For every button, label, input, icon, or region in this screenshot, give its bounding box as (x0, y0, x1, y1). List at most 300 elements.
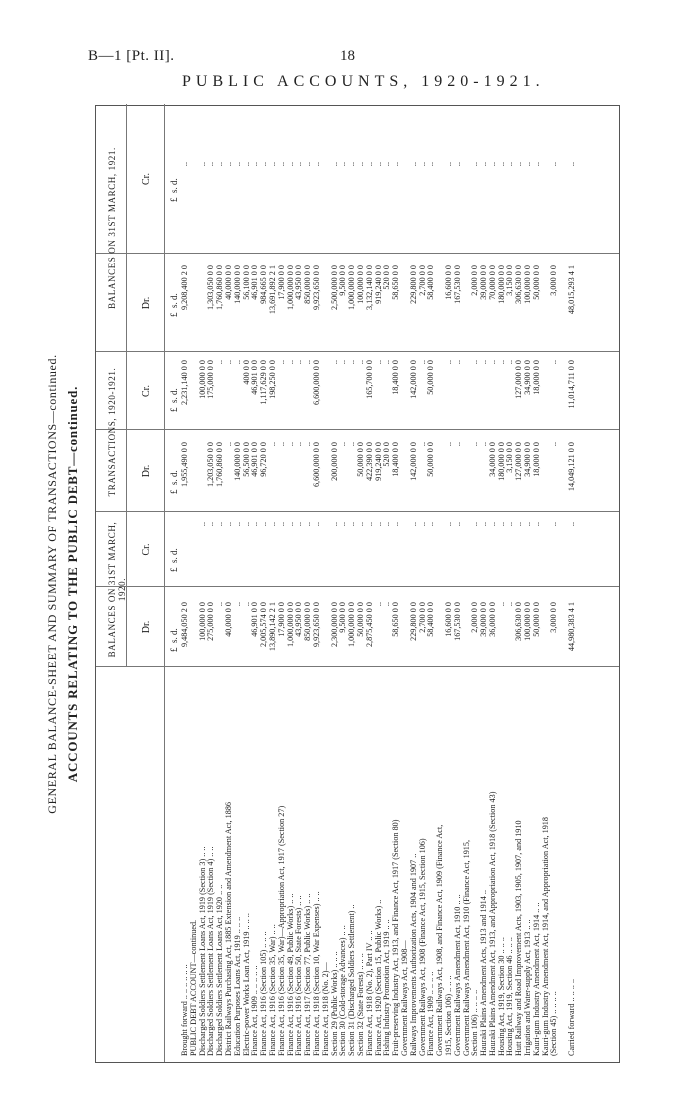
amount-cell: .. (223, 442, 233, 447)
table-row (243, 104, 252, 1062)
row-label: Section 30 (Cold-storage Advances) .. .. (338, 925, 348, 1056)
amount-cell: .. (382, 522, 392, 527)
units-label: £ s. d. (169, 293, 179, 317)
table-row (498, 104, 507, 1062)
amount-cell: .. (338, 360, 348, 365)
amount-cell: .. (549, 442, 559, 447)
amount-cell: 46,901 0 0 (250, 442, 260, 477)
amount-cell: 46,901 0 0 (250, 360, 260, 395)
amount-cell: .. (417, 442, 427, 447)
amount-cell: .. (382, 602, 392, 607)
amount-cell: .. (355, 522, 365, 527)
row-label: Hauraki Plains Amendment Act, 1913, and Appropriation Act, 1918 (Section 43) (487, 791, 497, 1056)
amount-cell: .. (549, 522, 559, 527)
public-debt-table (95, 105, 620, 1063)
row-label: Fishing Industry Promotion Act, 1919 .. .. (382, 919, 392, 1056)
amount-cell: 165,700 0 0 (364, 360, 374, 399)
amount-cell: .. (197, 522, 207, 527)
amount-cell: .. (276, 162, 286, 167)
amount-cell: .. (470, 522, 480, 527)
amount-cell: 3,150 0 0 (505, 442, 515, 473)
table-row (436, 104, 445, 1062)
table-row (357, 104, 366, 1062)
table-row (489, 104, 498, 1062)
amount-cell: 1,760,860 0 0 (215, 265, 225, 311)
row-label: PUBLIC DEBT ACCOUNT—continued. (188, 919, 198, 1056)
amount-cell: 43,950 0 0 (294, 265, 304, 300)
table-row (313, 104, 322, 1062)
row-label: Finance Act, 1918 (No. 2), Part IV .. .. (364, 930, 374, 1056)
amount-cell: .. (496, 162, 506, 167)
amount-cell: 850,000 0 0 (303, 602, 313, 641)
amount-cell: .. (311, 522, 321, 527)
amount-cell: 1,203,050 0 0 (206, 442, 216, 488)
amount-cell: 142,000 0 0 (408, 442, 418, 481)
amount-cell: 50,000 0 0 (355, 602, 365, 637)
amount-cell: .. (215, 602, 225, 607)
amount-cell: 50,000 0 0 (355, 442, 365, 477)
amount-cell: 422,390 0 0 (364, 442, 374, 481)
table-row (515, 104, 524, 1062)
amount-cell: .. (241, 162, 251, 167)
header-rule (164, 104, 165, 1062)
amount-cell: .. (276, 360, 286, 365)
row-label: Housing Act, 1919, Section 46 .. .. .. (505, 937, 515, 1056)
row-label: Finance Act, 1916 (Section 49, Public Works) .. .. (285, 893, 295, 1056)
amount-cell: 9,208,400 2 0 (180, 265, 189, 311)
amount-cell: .. (452, 360, 462, 365)
amount-cell: .. (567, 522, 577, 527)
amount-cell: 6,600,000 0 0 (311, 442, 321, 488)
col-header-cr: Cr. (141, 385, 152, 397)
amount-cell: .. (303, 360, 313, 365)
amount-cell: .. (443, 360, 453, 365)
amount-cell: 2,005,574 0 0 (259, 602, 269, 648)
amount-cell: 229,800 0 0 (408, 602, 418, 641)
row-label: Government Railways Act, 1908, and Finance Act, 1909 (Finance Act, (435, 824, 445, 1056)
amount-cell: .. (382, 360, 392, 365)
amount-cell: 3,150 0 0 (505, 265, 515, 296)
amount-cell: 3,000 0 0 (549, 602, 559, 633)
row-label: Section 29 (Public Works) .. .. .. (329, 951, 339, 1056)
row-label: Discharged Soldiers Settlement Loans Act, 1919 (Section 4) .. .. (206, 846, 216, 1056)
amount-cell: 180,000 0 0 (496, 442, 506, 481)
table-row (260, 104, 269, 1062)
amount-cell: .. (391, 522, 401, 527)
row-label: Housing Act, 1919, Section 30 .. .. .. (496, 937, 506, 1056)
amount-cell: .. (443, 162, 453, 167)
amount-cell: .. (514, 162, 524, 167)
amount-cell: .. (232, 360, 242, 365)
amount-cell: .. (197, 162, 207, 167)
amount-cell: 1,117,629 0 0 (259, 360, 269, 405)
amount-cell: 18,000 0 0 (531, 442, 541, 477)
table-row (331, 104, 340, 1062)
amount-cell: 18,000 0 0 (531, 360, 541, 395)
col-header-dr: Dr. (141, 296, 152, 310)
col-header-dr: Dr. (141, 464, 152, 478)
table-caption: GENERAL BALANCE-SHEET AND SUMMARY OF TRANSACTIONS—continued. (45, 354, 59, 814)
amount-cell: .. (285, 442, 295, 447)
page-title: PUBLIC ACCOUNTS, 1920-1921. (182, 73, 545, 90)
table-row (559, 104, 568, 1062)
row-label: Government Railways Amendment Act, 1910 .. .. (452, 894, 462, 1056)
amount-cell: 17,900 0 0 (276, 602, 286, 637)
amount-cell: .. (338, 162, 348, 167)
amount-cell: .. (364, 162, 374, 167)
amount-cell: 16,600 0 0 (443, 265, 453, 300)
units-label: £ s. d. (169, 628, 179, 652)
amount-cell: 1,000,000 0 0 (285, 602, 295, 648)
amount-cell: .. (303, 442, 313, 447)
amount-cell: .. (523, 522, 533, 527)
amount-cell: .. (259, 162, 269, 167)
group-header-balances-1921: BALANCES ON 31ST MARCH, 1921. (107, 147, 117, 309)
amount-cell: .. (206, 522, 216, 527)
amount-cell: .. (523, 162, 533, 167)
amount-cell: 16,600 0 0 (443, 602, 453, 637)
row-label: Section 106) .. .. .. .. (470, 989, 480, 1056)
table-row (322, 104, 331, 1062)
amount-cell: 275,000 0 0 (206, 602, 216, 641)
row-label: Irrigation and Water-supply Act, 1913 .. .. (523, 919, 533, 1056)
table-row (181, 104, 190, 1062)
table-row (568, 104, 577, 1062)
amount-cell: 919,240 0 0 (373, 265, 383, 304)
amount-cell: 1,955,490 0 0 (180, 442, 189, 488)
amount-cell: 18,400 0 0 (391, 360, 401, 395)
amount-cell: .. (294, 522, 304, 527)
amount-cell: .. (223, 162, 233, 167)
amount-cell: .. (347, 162, 357, 167)
amount-cell: .. (479, 442, 489, 447)
amount-cell: .. (250, 162, 260, 167)
amount-cell: 1,000,000 0 0 (285, 265, 295, 311)
group-header-transactions: TRANSACTIONS, 1920-1921. (107, 367, 117, 497)
page-number: 18 (340, 48, 355, 64)
amount-cell: 984,665 0 0 (259, 265, 269, 304)
amount-cell: .. (505, 360, 515, 365)
amount-cell: .. (452, 162, 462, 167)
amount-cell: 34,900 0 0 (523, 360, 533, 395)
amount-cell: 9,484,050 2 0 (180, 602, 189, 648)
amount-cell: .. (505, 602, 515, 607)
amount-cell: 127,000 0 0 (514, 442, 524, 481)
amount-cell: .. (276, 522, 286, 527)
row-label: Finance Act, 1909 .. .. .. .. .. (250, 965, 260, 1056)
amount-cell: 167,530 0 0 (452, 602, 462, 641)
amount-cell: .. (347, 360, 357, 365)
col-header-cr: Cr. (141, 543, 152, 556)
amount-cell: .. (347, 522, 357, 527)
amount-cell: 44,980,383 4 1 (567, 602, 577, 652)
amount-cell: .. (479, 162, 489, 167)
amount-cell: 2,000 0 0 (470, 265, 480, 296)
amount-cell: 850,000 0 0 (303, 265, 313, 304)
row-label: Discharged Soldiers Settlement Loans Act, 1920 .. .. (215, 884, 225, 1056)
amount-cell: .. (452, 522, 462, 527)
amount-cell: 48,015,293 4 1 (567, 265, 577, 315)
amount-cell: 14,049,121 0 0 (567, 442, 577, 492)
row-label: Fruit-preserving Industry Act, 1913, and Finance Act, 1917 (Section 80) (391, 819, 401, 1056)
amount-cell: .. (215, 360, 225, 365)
amount-cell: 50,000 0 0 (426, 442, 436, 477)
amount-cell: 142,000 0 0 (408, 360, 418, 399)
amount-cell: 58,650 0 0 (391, 265, 401, 300)
amount-cell: .. (417, 522, 427, 527)
amount-cell: .. (267, 522, 277, 527)
amount-cell: 100,000 0 0 (523, 602, 533, 641)
amount-cell: 2,700 0 0 (417, 265, 427, 296)
amount-cell: 34,000 0 0 (487, 442, 497, 477)
amount-cell: 306,630 0 0 (514, 602, 524, 641)
amount-cell: .. (303, 162, 313, 167)
amount-cell: .. (470, 360, 480, 365)
units-label: £ s. d. (169, 548, 179, 572)
row-label: Government Railways Amendment Act, 1910 (Finance Act, 1915, (461, 839, 471, 1056)
table-row (392, 104, 401, 1062)
amount-cell: 180,000 0 0 (496, 265, 506, 304)
amount-cell: .. (347, 442, 357, 447)
amount-cell: .. (426, 162, 436, 167)
amount-cell: 9,923,650 0 0 (311, 602, 321, 648)
amount-cell: 167,530 0 0 (452, 265, 462, 304)
amount-cell: .. (496, 602, 506, 607)
table-row (251, 104, 260, 1062)
units-label: £ s. d. (169, 178, 179, 202)
amount-cell: .. (267, 442, 277, 447)
amount-cell: .. (373, 522, 383, 527)
amount-cell: 1,303,050 0 0 (206, 265, 216, 311)
amount-cell: 56,500 0 0 (241, 442, 251, 477)
amount-cell: .. (487, 162, 497, 167)
table-row (375, 104, 384, 1062)
amount-cell: .. (294, 162, 304, 167)
amount-cell: .. (206, 162, 216, 167)
amount-cell: .. (223, 522, 233, 527)
amount-cell: 13,691,892 2 1 (267, 265, 277, 315)
table-subcaption: ACCOUNTS RELATING TO THE PUBLIC DEBT—continued. (65, 385, 80, 783)
amount-cell: .. (259, 522, 269, 527)
row-label: Kauri-gum Industry Amendment Act, 1914, and Appropriation Act, 1918 (540, 817, 550, 1056)
amount-cell: .. (294, 360, 304, 365)
row-label: Section 32 (State Forests) .. .. .. (355, 953, 365, 1056)
amount-cell: .. (549, 360, 559, 365)
amount-cell: .. (373, 162, 383, 167)
amount-cell: 400 0 0 (241, 360, 251, 385)
amount-cell: 140,000 0 0 (232, 265, 242, 304)
amount-cell: 200,000 0 0 (329, 442, 339, 481)
amount-cell: 306,630 0 0 (514, 265, 524, 304)
amount-cell: .. (250, 522, 260, 527)
amount-cell: 9,923,650 0 0 (311, 265, 321, 311)
amount-cell: .. (567, 162, 577, 167)
amount-cell: .. (232, 162, 242, 167)
amount-cell: .. (285, 522, 295, 527)
amount-cell: 50,000 0 0 (426, 360, 436, 395)
amount-cell: .. (329, 360, 339, 365)
amount-cell: 17,900 0 0 (276, 265, 286, 300)
amount-cell: 58,400 0 0 (426, 602, 436, 637)
amount-cell: 140,000 0 0 (232, 442, 242, 481)
table-row (542, 104, 551, 1062)
amount-cell: 100,000 0 0 (197, 602, 207, 641)
table-row (348, 104, 357, 1062)
amount-cell: 96,720 0 0 (259, 442, 269, 477)
amount-cell: 43,950 0 0 (294, 602, 304, 637)
row-label: Government Railways Act, 1908— (399, 940, 409, 1056)
amount-cell: 18,400 0 0 (391, 442, 401, 477)
amount-cell: .. (373, 602, 383, 607)
amount-cell: .. (496, 522, 506, 527)
amount-cell: 11,014,711 0 0 (567, 360, 577, 409)
row-label: Finance Act, 1918 (No. 2)— (320, 962, 330, 1056)
rotated-table-region (45, 105, 620, 1063)
amount-cell: 56,100 0 0 (241, 265, 251, 300)
amount-cell: .. (223, 360, 233, 365)
page-reference: B—1 [Pt. II]. (88, 48, 175, 64)
amount-cell: 70,000 0 0 (487, 265, 497, 300)
amount-cell: 34,900 0 0 (523, 442, 533, 477)
amount-cell: 2,000 0 0 (470, 602, 480, 633)
amount-cell: .. (329, 162, 339, 167)
col-header-dr: Dr. (141, 620, 152, 634)
amount-cell: .. (479, 522, 489, 527)
amount-cell: .. (417, 162, 427, 167)
row-label: Carried forward .. .. .. .. (567, 978, 577, 1056)
amount-cell: .. (531, 522, 541, 527)
amount-cell: 46,901 0 0 (250, 602, 260, 637)
amount-cell: .. (241, 602, 251, 607)
amount-cell: .. (373, 360, 383, 365)
amount-cell: .. (505, 162, 515, 167)
amount-cell: 100,000 0 0 (197, 360, 207, 399)
amount-cell: 2,875,450 0 0 (364, 602, 374, 648)
col-header-cr: Cr. (141, 173, 152, 185)
amount-cell: 175,000 0 0 (206, 360, 216, 399)
amount-cell: .. (364, 522, 374, 527)
amount-cell: 3,132,140 0 0 (364, 265, 374, 311)
amount-cell: 1,000,000 0 0 (347, 602, 357, 648)
amount-cell: .. (241, 522, 251, 527)
amount-cell: 40,000 0 0 (223, 265, 233, 300)
row-label: District Railways Purchasing Act, 1885 Extension and Amendment Act, 1886 (223, 801, 233, 1056)
row-label: Government Railways Act, 1908 (Finance Act, 1915, Section 106) (417, 838, 427, 1056)
table-row (463, 104, 472, 1062)
amount-cell: .. (215, 522, 225, 527)
amount-cell: .. (479, 360, 489, 365)
amount-cell: .. (443, 442, 453, 447)
amount-cell: .. (514, 522, 524, 527)
amount-cell: 39,000 0 0 (479, 602, 489, 637)
amount-cell: .. (215, 162, 225, 167)
amount-cell: .. (294, 442, 304, 447)
amount-cell: .. (285, 162, 295, 167)
amount-cell: 58,650 0 0 (391, 602, 401, 637)
amount-cell: 520 0 0 (382, 265, 392, 290)
group-header-balances-1920: BALANCES ON 31ST MARCH, 1920. (107, 521, 127, 658)
amount-cell: 40,000 0 0 (223, 602, 233, 637)
amount-cell: .. (408, 162, 418, 167)
amount-cell: .. (232, 522, 242, 527)
amount-cell: 9,500 0 0 (338, 265, 348, 296)
amount-cell: .. (267, 162, 277, 167)
table-body (181, 104, 577, 1062)
amount-cell: .. (276, 442, 286, 447)
row-label: Finance Act, 1917 (Section 77, Public Works) .. .. (303, 893, 313, 1056)
amount-cell: 58,400 0 0 (426, 265, 436, 300)
amount-cell: .. (391, 162, 401, 167)
amount-cell: 198,250 0 0 (267, 360, 277, 399)
amount-cell: .. (408, 522, 418, 527)
amount-cell: .. (338, 442, 348, 447)
row-label: Finance Act, 1916 (Section 50, State Forests) .. .. (294, 895, 304, 1056)
amount-cell: .. (417, 360, 427, 365)
amount-cell: .. (426, 522, 436, 527)
amount-cell: .. (443, 522, 453, 527)
amount-cell: .. (311, 162, 321, 167)
amount-cell: .. (496, 360, 506, 365)
amount-cell: .. (285, 360, 295, 365)
row-label: Section 31 (Discharged Soldiers Settlement) .. (347, 904, 357, 1056)
amount-cell: .. (355, 162, 365, 167)
amount-cell: 1,760,860 0 0 (215, 442, 225, 488)
row-label: Hauraki Plains Amendment Acts, 1913 and 1914 .. (479, 889, 489, 1056)
amount-cell: 9,500 0 0 (338, 602, 348, 633)
row-label: Finance Act, 1916 (Section 35, War)—Appropriation Act, 1917 (Section 27) (276, 805, 286, 1056)
units-label: £ s. d. (169, 388, 179, 412)
amount-cell: 1,000,000 0 0 (347, 265, 357, 311)
amount-cell: 2,231,140 0 0 (180, 360, 189, 406)
amount-cell: 2,300,000 0 0 (329, 602, 339, 648)
row-label: Hutt Railway and Road Improvement Acts, 1903, 1905, 1907, and 1910 (514, 820, 524, 1056)
amount-cell: .. (303, 522, 313, 527)
row-label: 1915, Section 106) .. .. .. (443, 975, 453, 1056)
row-label: Finance Act, 1916 (Section 105) .. .. .. (259, 931, 269, 1056)
amount-cell: 100,000 0 0 (355, 265, 365, 304)
row-label: Railways Improvements Authorization Acts, 1904 and 1907 .. (408, 853, 418, 1056)
row-label: Finance Act, 1909 .. .. .. .. (426, 971, 436, 1056)
row-label: Electric-power Works Loan Act, 1919 .. .. .. (241, 913, 251, 1056)
row-label: Kauri-gum Industry Amendment Act, 1914 .. .. (531, 902, 541, 1056)
row-label: Education Purposes Loans Act, 1919 .. .. .. (232, 916, 242, 1056)
amount-cell: .. (505, 522, 515, 527)
amount-cell: 6,600,000 0 0 (311, 360, 321, 406)
amount-cell: .. (180, 162, 189, 167)
amount-cell: .. (329, 522, 339, 527)
row-label: Discharged Soldiers Settlement Loans Act, 1919 (Section 3) .. .. (197, 846, 207, 1056)
row-label: Finance Act, 1920 (Section 15, Public Works) .. (373, 899, 383, 1056)
row-label: Finance Act, 1916 (Section 35, War) .. .. (267, 924, 277, 1056)
amount-cell: 229,800 0 0 (408, 265, 418, 304)
amount-cell: .. (531, 162, 541, 167)
amount-cell: 2,700 0 0 (417, 602, 427, 633)
amount-cell: .. (355, 360, 365, 365)
amount-cell: 13,890,142 2 1 (267, 602, 277, 652)
amount-cell: .. (487, 522, 497, 527)
row-label: (Section 45) .. .. .. .. (549, 991, 559, 1056)
amount-cell: 919,240 0 0 (373, 442, 383, 481)
amount-cell: 127,000 0 0 (514, 360, 524, 399)
amount-cell: 39,000 0 0 (479, 265, 489, 300)
amount-cell: 50,000 0 0 (531, 265, 541, 300)
table-row (550, 104, 559, 1062)
amount-cell: .. (338, 522, 348, 527)
row-label: Brought forward .. .. .. .. .. .. (180, 964, 189, 1056)
amount-cell: .. (452, 442, 462, 447)
units-label: £ s. d. (169, 470, 179, 494)
amount-cell: 36,000 0 0 (487, 602, 497, 637)
